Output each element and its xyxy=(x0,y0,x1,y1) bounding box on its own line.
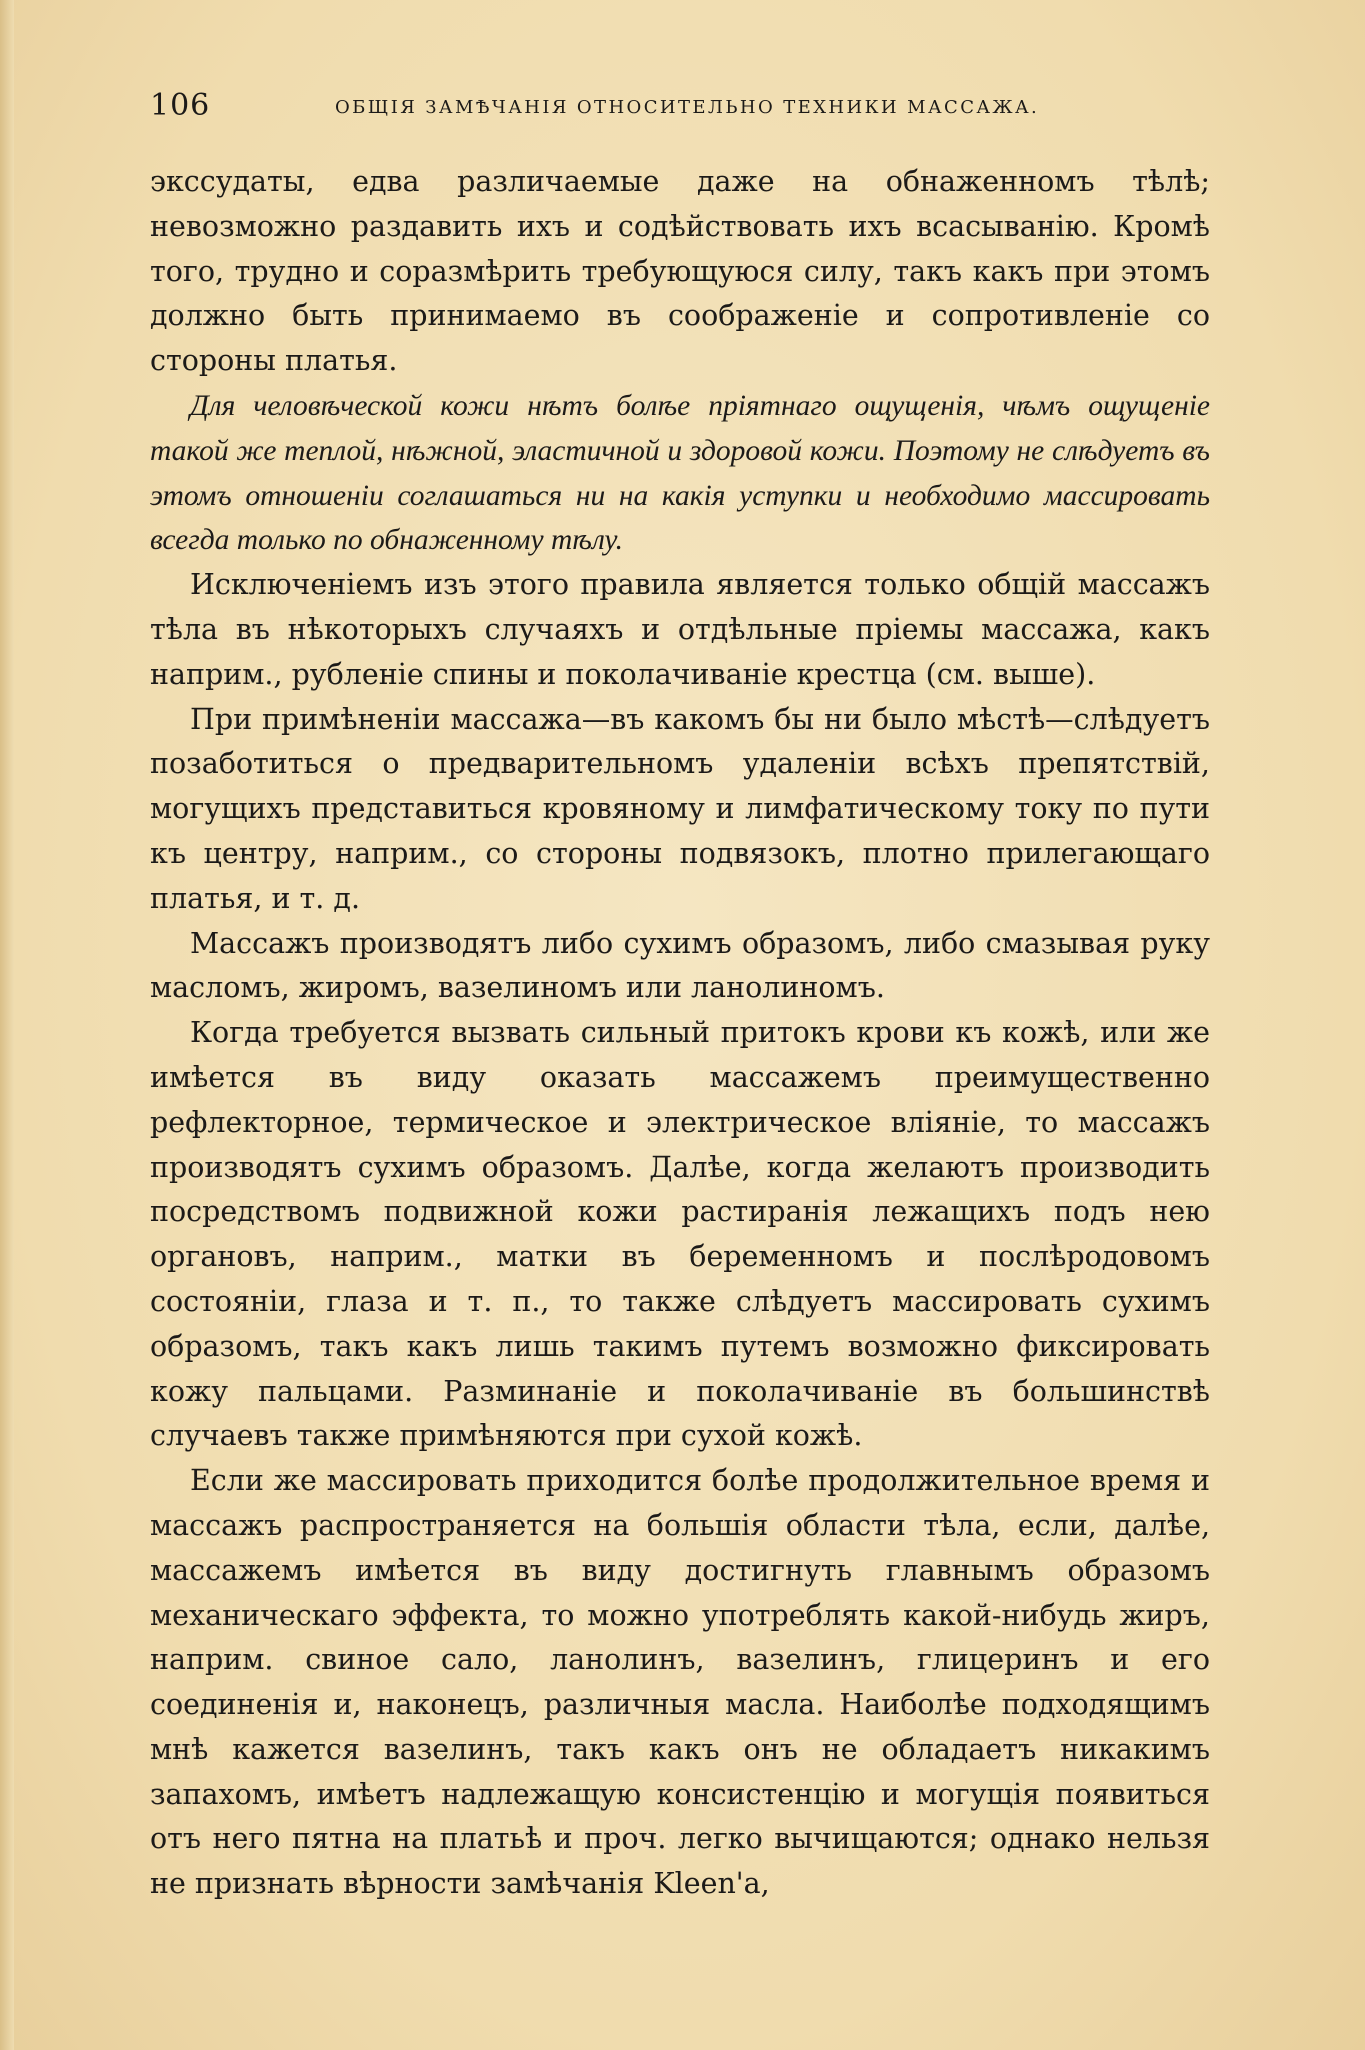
paragraph-continuation: экссудаты, едва различаемые даже на обнаженномъ тѣлѣ; невозможно раздавить ихъ и содѣйствовать ихъ всасыванію. Кромѣ того, трудно и соразмѣрить требующуюся силу, такъ какъ при этомъ должно быть принимаемо въ соображеніе и сопротивленіе со стороны платья. xyxy=(150,165,1210,378)
paragraph: Когда требуется вызвать сильный притокъ крови къ кожѣ, или же имѣется въ виду оказать массажемъ преимущественно рефлекторное, термическое и электрическое вліяніе, то массажъ производятъ сухимъ образомъ. Далѣе, когда желаютъ производить посредствомъ подвижной кожи растиранія лежащихъ подъ нею органовъ, наприм., матки въ беременномъ и послѣродовомъ состояніи, глаза и т. п., то также слѣдуетъ массировать сухимъ образомъ, такъ какъ лишь такимъ путемъ возможно фиксировать кожу пальцами. Разминаніе и поколачиваніе въ большинствѣ случаевъ также примѣняются при сухой кожѣ. xyxy=(150,1016,1210,1453)
paragraph: Если же массировать приходится болѣе продолжительное время и массажъ распространяется на большія области тѣла, если, далѣе, массажемъ имѣется въ виду достигнуть главнымъ образомъ механическаго эффекта, то можно употреблять какой-нибудь жиръ, наприм. свиное сало, ланолинъ, вазелинъ, глицеринъ и его соединенія и, наконецъ, различныя масла. Наиболѣе подходящимъ мнѣ кажется вазелинъ, такъ какъ онъ не обладаетъ никакимъ запахомъ, имѣетъ надлежащую консистенцію и могущія появиться отъ него пятна на платьѣ и проч. легко вычищаются; однако нельзя не признать вѣрности замѣчанія Kleen'а, xyxy=(150,1464,1210,1901)
paragraph-italic-emphasis: Для человѣческой кожи нѣтъ болѣе пріятнаго ощущенія, чѣмъ ощущеніе такой же теплой, нѣжной, эластичной и здоровой кожи. Поэтому не слѣдуетъ въ этомъ отношеніи соглашаться ни на какія уступки и необходимо массировать всегда только по обнаженному тѣлу. xyxy=(150,389,1210,557)
paragraph: При примѣненіи массажа—въ какомъ бы ни было мѣстѣ—слѣдуетъ позаботиться о предварительномъ удаленіи всѣхъ препятствій, могущихъ представиться кровяному и лимфатическому току по пути къ центру, наприм., со стороны подвязокъ, плотно прилегающаго платья, и т. д. xyxy=(150,702,1210,915)
running-title: ОБЩІЯ ЗАМѢЧАНІЯ ОТНОСИТЕЛЬНО ТЕХНИКИ МАССАЖА. xyxy=(335,97,1040,118)
page-number: 106 xyxy=(150,88,211,123)
paragraph: Исключеніемъ изъ этого правила является только общій массажъ тѣла въ нѣкоторыхъ случаяхъ и отдѣльные пріемы массажа, какъ наприм., рубленіе спины и поколачиваніе крестца (см. выше). xyxy=(150,568,1210,691)
page-edge xyxy=(0,0,14,2050)
page-header xyxy=(150,88,1210,128)
page-body xyxy=(150,160,1210,1907)
paragraph: Массажъ производятъ либо сухимъ образомъ, либо смазывая руку масломъ, жиромъ, вазелиномъ или ланолиномъ. xyxy=(150,926,1210,1005)
